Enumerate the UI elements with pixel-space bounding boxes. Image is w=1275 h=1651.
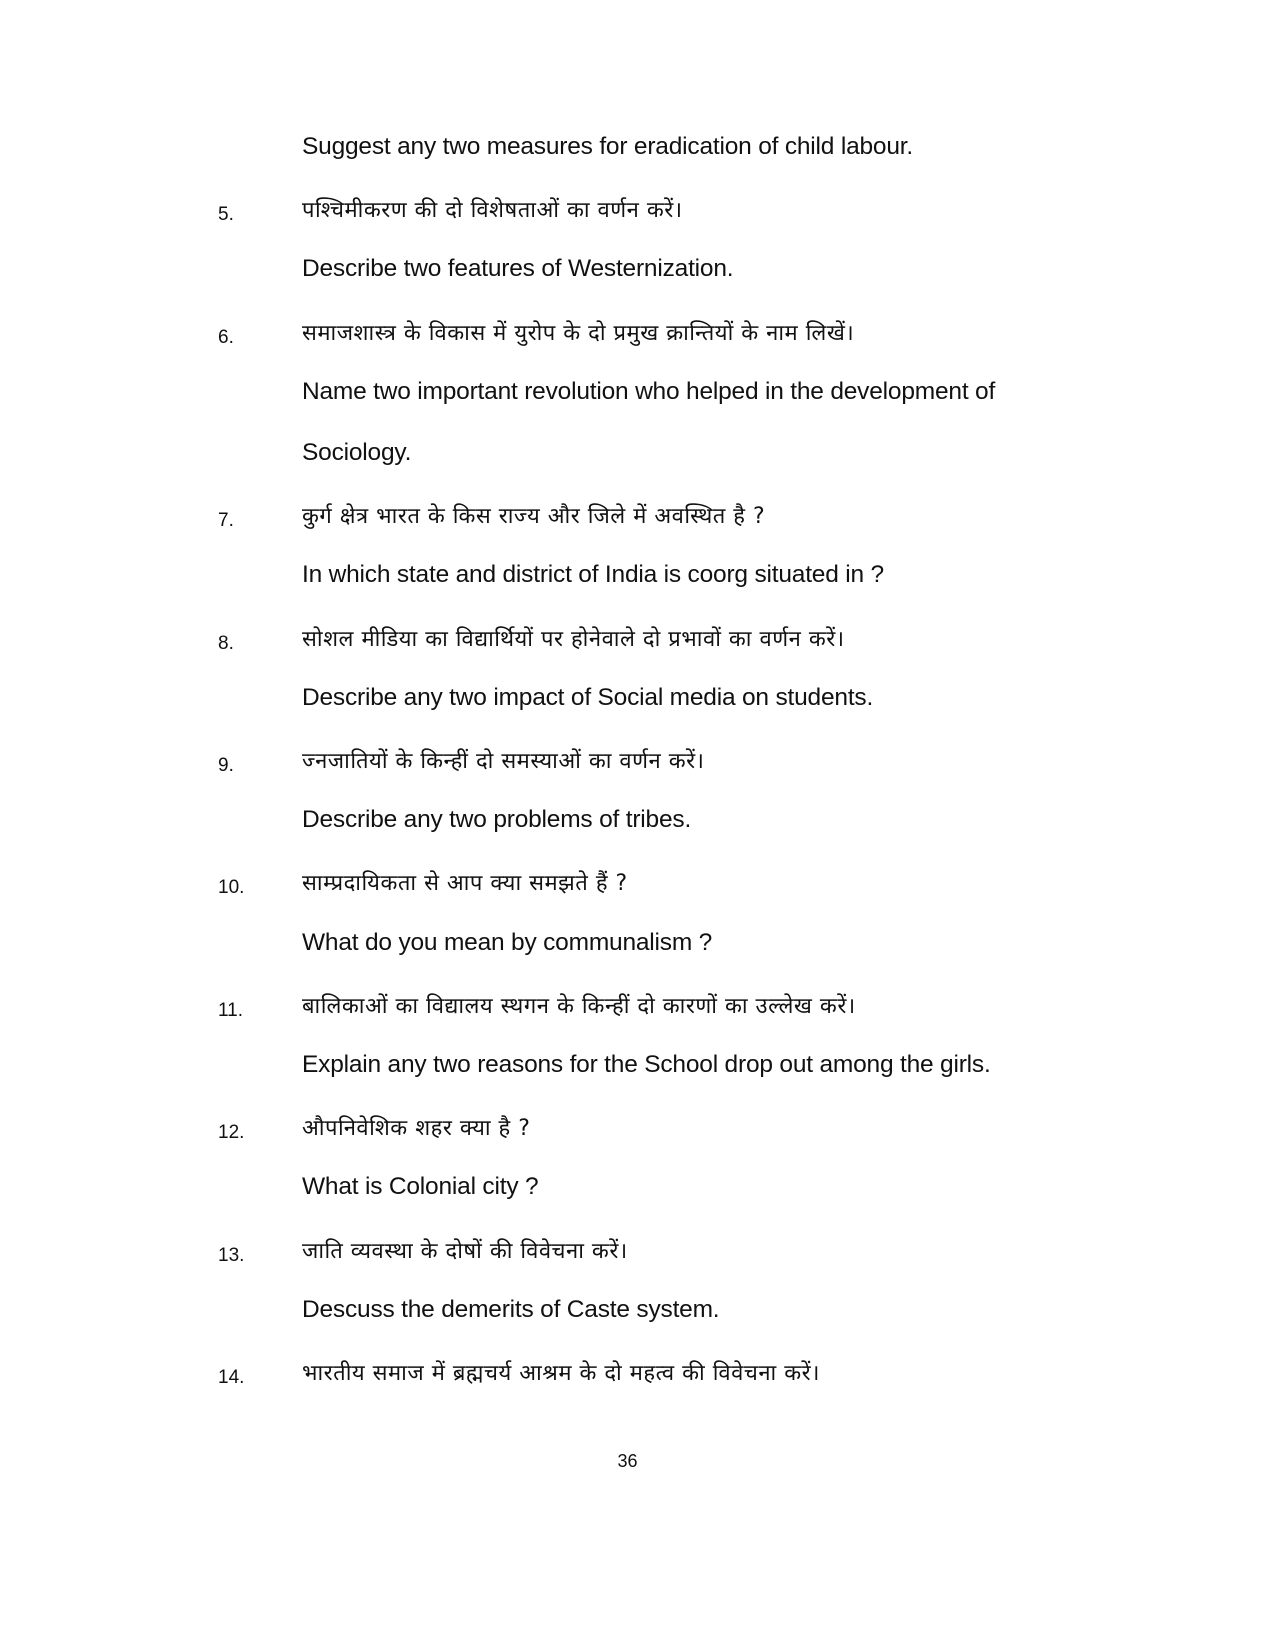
question-text-english: Name two important revolution who helped in the development of bbox=[302, 377, 996, 405]
question-number: 13. bbox=[218, 1244, 245, 1266]
question-number: 12. bbox=[218, 1122, 245, 1144]
question-translation-line bbox=[0, 1051, 1275, 1091]
question-translation-line bbox=[0, 561, 1275, 601]
question-text-english: Explain any two reasons for the School drop out among the girls. bbox=[302, 1051, 991, 1078]
question-translation-line bbox=[0, 684, 1275, 724]
question-text-hindi: सोशल मीडिया का विद्यार्थियों पर होनेवाले दो प्रभावों का वर्णन करें। bbox=[302, 626, 845, 652]
question-translation-line bbox=[0, 1173, 1275, 1213]
question-number: 5. bbox=[218, 204, 234, 226]
question-translation-line bbox=[0, 439, 1275, 479]
question-text-hindi: ज्नजातियों के किन्हीं दो समस्याओं का वर्णन करें। bbox=[302, 749, 705, 774]
question-text-hindi: कुर्ग क्षेत्र भारत के किस राज्य और जिले में अवस्थित है ? bbox=[302, 504, 766, 530]
question-text-hindi: पश्चिमीकरण की दो विशेषताओं का वर्णन करें। bbox=[302, 198, 683, 224]
question-number: 14. bbox=[218, 1367, 245, 1388]
question-text-english: Describe any two impact of Social media on students. bbox=[302, 683, 874, 711]
question-text-hindi: समाजशास्त्र के विकास में युरोप के दो प्रमुख क्रान्तियों के नाम लिखें। bbox=[302, 320, 855, 346]
question-number: 11. bbox=[218, 999, 244, 1021]
question-translation-line bbox=[0, 929, 1275, 969]
question-translation-line bbox=[0, 1296, 1275, 1336]
question-translation-line bbox=[0, 255, 1275, 295]
question-text-english: In which state and district of India is coorg situated in ? bbox=[302, 561, 884, 589]
question-text-hindi: बालिकाओं का विद्यालय स्थगन के किन्हीं दो कारणों का उल्लेख करें। bbox=[302, 993, 856, 1019]
question-text-english: Descuss the demerits of Caste system. bbox=[302, 1295, 720, 1323]
question-number: 9. bbox=[218, 755, 234, 776]
question-line bbox=[0, 317, 1275, 357]
question-text-english: Sociology. bbox=[302, 439, 412, 466]
question-text-english: Describe two features of Westernization. bbox=[302, 255, 734, 283]
question-translation-line bbox=[0, 133, 1275, 173]
question-number: 7. bbox=[218, 510, 234, 532]
question-text-hindi: साम्प्रदायिकता से आप क्या समझते हैं ? bbox=[302, 871, 628, 897]
question-line bbox=[0, 194, 1275, 234]
question-line bbox=[0, 990, 1275, 1030]
question-translation-line bbox=[0, 378, 1275, 418]
question-number: 8. bbox=[218, 632, 234, 654]
question-line bbox=[0, 623, 1275, 663]
question-text-english: Describe any two problems of tribes. bbox=[302, 806, 692, 834]
question-text-hindi: भारतीय समाज में ब्रह्मचर्य आश्रम के दो महत्व की विवेचना करें। bbox=[302, 1361, 820, 1386]
question-number: 6. bbox=[218, 326, 234, 348]
question-line bbox=[0, 1112, 1275, 1152]
question-text-hindi: जाति व्यवस्था के दोषों की विवेचना करें। bbox=[302, 1238, 628, 1264]
question-line bbox=[0, 500, 1275, 540]
question-line bbox=[0, 867, 1275, 907]
question-text-english: Suggest any two measures for eradication of child labour. bbox=[302, 133, 913, 160]
question-line bbox=[0, 745, 1275, 785]
question-text-english: What is Colonial city ? bbox=[302, 1173, 539, 1201]
page-number: 36 bbox=[617, 1451, 638, 1471]
question-line bbox=[0, 1235, 1275, 1275]
question-line bbox=[0, 1357, 1275, 1397]
question-text-english: What do you mean by communalism ? bbox=[302, 928, 713, 956]
question-text-hindi: औपनिवेशिक शहर क्या है ? bbox=[302, 1116, 531, 1142]
question-number: 10. bbox=[218, 877, 245, 899]
question-translation-line bbox=[0, 806, 1275, 846]
